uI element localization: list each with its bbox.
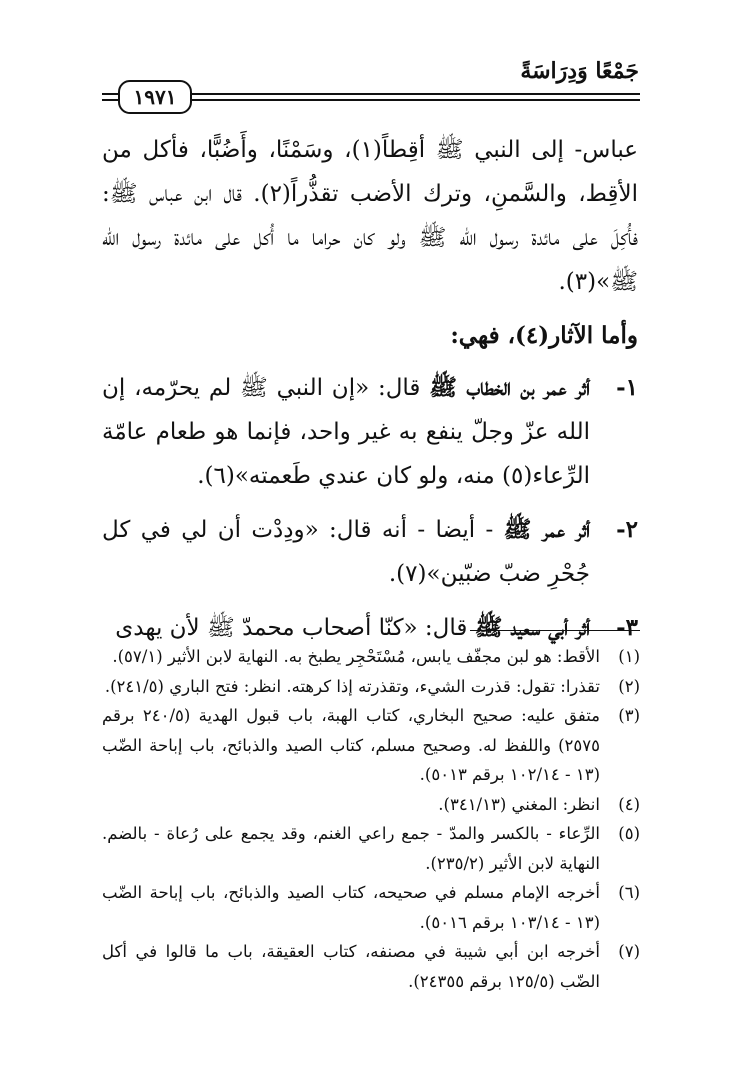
athar-heading: وأما الآثار(٤)، فهي:	[450, 322, 638, 349]
footnotes	[102, 642, 640, 996]
footnote-text: تقذرا: تقول: قذرت الشيء، وتقذرته إذا كرهته. انظر: فتح الباري (٢٤١/٥).	[104, 676, 600, 696]
item-number: ٣-	[616, 614, 638, 641]
footnote-number: (٧)	[618, 942, 640, 961]
footnote-number: (٢)	[618, 676, 640, 696]
footnote-text: أخرجه ابن أبي شيبة في مصنفه، كتاب العقيقة، باب ما قالوا في أكل الضّب (١٢٥/٥ برقم ٢٤٣٥٥).	[102, 942, 600, 991]
footnote	[102, 672, 640, 702]
main-text	[102, 128, 638, 660]
item-text: - أيضا - أنه قال: «ودِدْت أن لي في كل جُحْرِ ضبّ ضبّين»(٧).	[102, 517, 590, 587]
list-item	[102, 508, 638, 596]
running-header-title: جَمْعًا وَدِرَاسَةً	[520, 58, 639, 84]
item-title: أثر عمر ﷺ	[503, 516, 590, 543]
item-title: أثر أبي سعيد ﷺ	[474, 614, 590, 641]
footnote-text: انظر: المغني (٣٤١/١٣).	[438, 794, 600, 814]
footnote-text: الرِّعاء - بالكسر والمدّ - جمع راعي الغنم، وقد يجمع على رُعاة - بالضم. النهاية لابن الأثير (٢٣٥/٢).	[102, 824, 600, 873]
footnote	[102, 701, 640, 790]
footnote	[102, 819, 640, 878]
item-text: قال: «كنّا أصحاب محمدّ ﷺ لأن يهدى	[115, 615, 475, 641]
footnote-number: (٦)	[618, 883, 640, 902]
footnote	[102, 878, 640, 937]
footnote-number: (١)	[618, 647, 640, 666]
footnote	[102, 937, 640, 996]
item-body	[102, 366, 590, 498]
footnote-number: (٤)	[618, 794, 640, 814]
list-item	[102, 366, 638, 498]
footnote-number: (٥)	[618, 824, 640, 843]
footnote-text: الأقط: هو لبن مجفّف يابس، مُسْتَحْجِر يطبخ به. النهاية لابن الأثير (٥٧/١).	[112, 647, 600, 666]
item-text: قال: «إن النبي ﷺ لم يحرّمه، إن الله عزّ وجلّ ينفع به غير واحد، فإنما هو طعام عامّة الرِّعاء(٥) منه، ولو كان عندي طَعمته»(٦).	[102, 375, 590, 489]
intro-paragraph: عباس- إلى النبي ﷺ أقِطاً(١)، وسَمْنًا، وأَضُبًّا، فأكل من الأقِط، والسَّمنِ، وترك الأضب تقذُّراً(٢). قال ابن عباس ﷺ: فأُكِلَ على مائدة رسول الله ﷺ ولو كان حراما ما أُكل على مائدة رسول الله ﷺ»(٣).	[102, 137, 638, 295]
item-number: ٢-	[616, 516, 638, 543]
item-number: ١-	[616, 374, 638, 401]
footnote-text: متفق عليه: صحيح البخاري، كتاب الهبة، باب قبول الهدية (٢٤٠/٥ برقم ٢٥٧٥) واللفظ له. وصحيح مسلم، كتاب الصيد والذبائح، باب إباحة الضّب (١٣ - ١٠٢/١٤ برقم ٥٠١٣).	[102, 706, 601, 784]
page-number-badge: ١٩٧١	[118, 80, 192, 114]
item-body	[102, 508, 590, 596]
footnote-separator	[470, 630, 640, 631]
footnote-text: أخرجه الإمام مسلم في صحيحه، كتاب الصيد والذبائح، باب إباحة الضّب (١٣ - ١٠٣/١٤ برقم ٥٠١٦).	[102, 883, 600, 932]
footnote	[102, 642, 640, 672]
footnote-number: (٣)	[618, 706, 640, 725]
item-title: أثر عمر بن الخطاب ﷺ	[429, 374, 590, 401]
footnote	[102, 790, 640, 820]
